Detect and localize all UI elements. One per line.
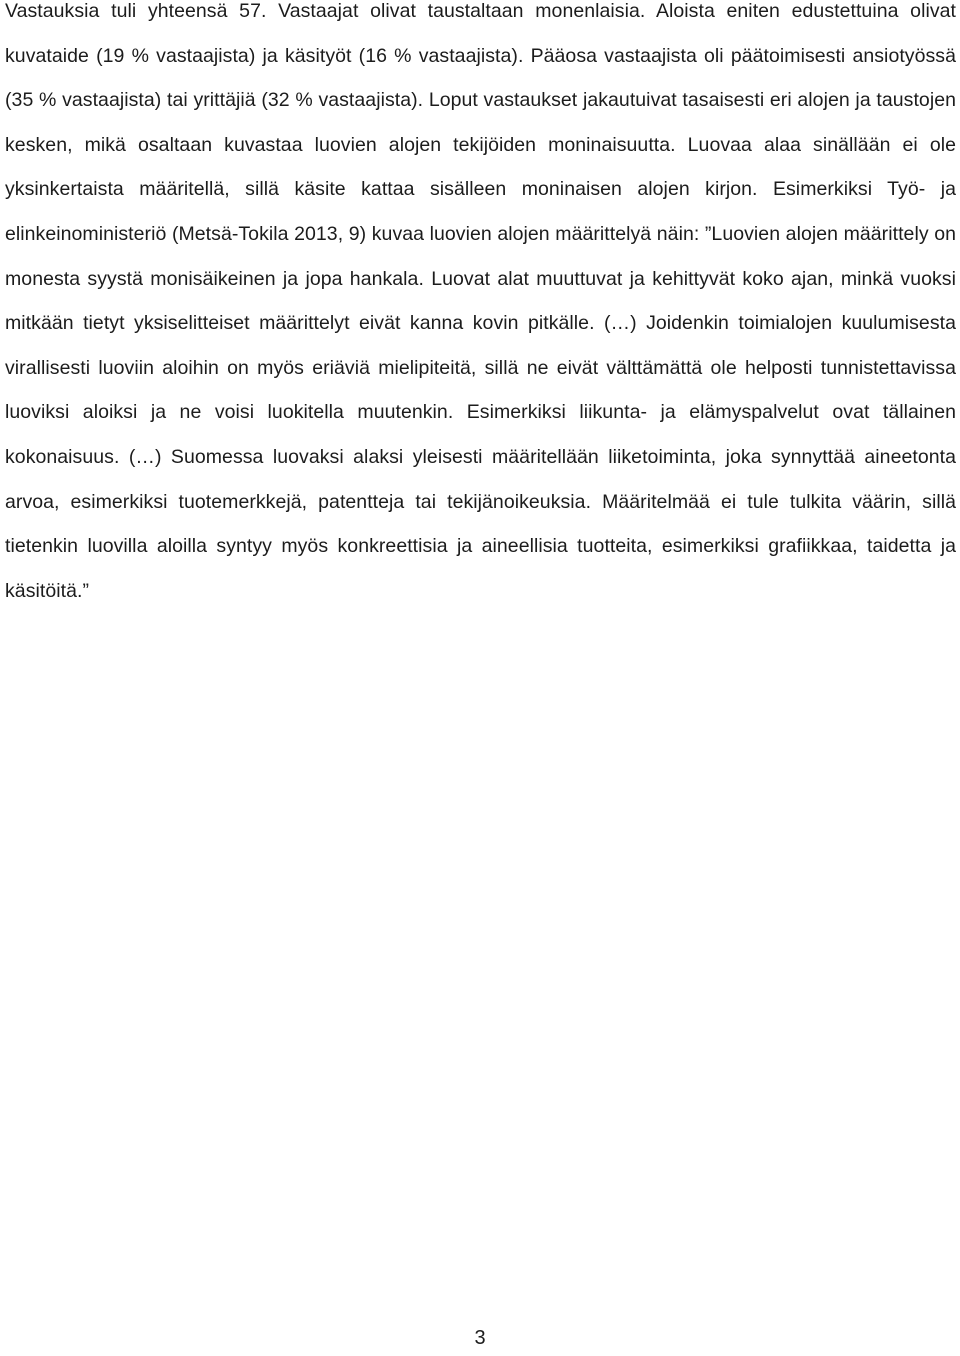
page-number: 3 xyxy=(474,1327,486,1349)
body-paragraph: Vastauksia tuli yhteensä 57. Vastaajat olivat taustaltaan monenlaisia. Aloista eniten edustettuina olivat kuvataide (19 % vastaajista) ja käsityöt (16 % vastaajista). Pääosa vastaajista oli päätoimisesti ansiotyössä (35 % vastaajista) tai yrittäjiä (32 % vastaajista). Loput vastaukset jakautuivat tasaisesti eri alojen ja taustojen kesken, mikä osaltaan kuvastaa luovien alojen tekijöiden moninaisuutta. Luovaa alaa sinällään ei ole yksinkertaista määritellä, sillä käsite kattaa sisälleen moninaisen alojen kirjon. Esimerkiksi Työ- ja elinkeinoministeriö (Metsä-Tokila 2013, 9) kuvaa luovien alojen määrittelyä näin: ”Luovien alojen määrittely on monesta syystä monisäikeinen ja jopa hankala. Luovat alat muuttuvat ja kehittyvät koko ajan, minkä vuoksi mitkään tietyt yksiselitteiset määrittelyt eivät kanna kovin pitkälle. (…) Joidenkin toimialojen kuulumisesta virallisesti luoviin aloihin on myös eriäviä mielipiteitä, sillä ne eivät välttämättä ole helposti tunnistettavissa luoviksi aloiksi ja ne voisi luokitella muutenkin. Esimerkiksi liikunta- ja elämyspalvelut ovat tällainen kokonaisuus. (…) Suomessa luovaksi alaksi yleisesti määritellään liiketoiminta, joka synnyttää aineetonta arvoa, esimerkiksi tuotemerkkejä, patentteja tai tekijänoikeuksia. Määritelmää ei tule tulkita väärin, sillä tietenkin luovilla aloilla syntyy myös konkreettisia ja aineellisia tuotteita, esimerkiksi grafiikkaa, taidetta ja käsitöitä.” xyxy=(5,0,956,602)
